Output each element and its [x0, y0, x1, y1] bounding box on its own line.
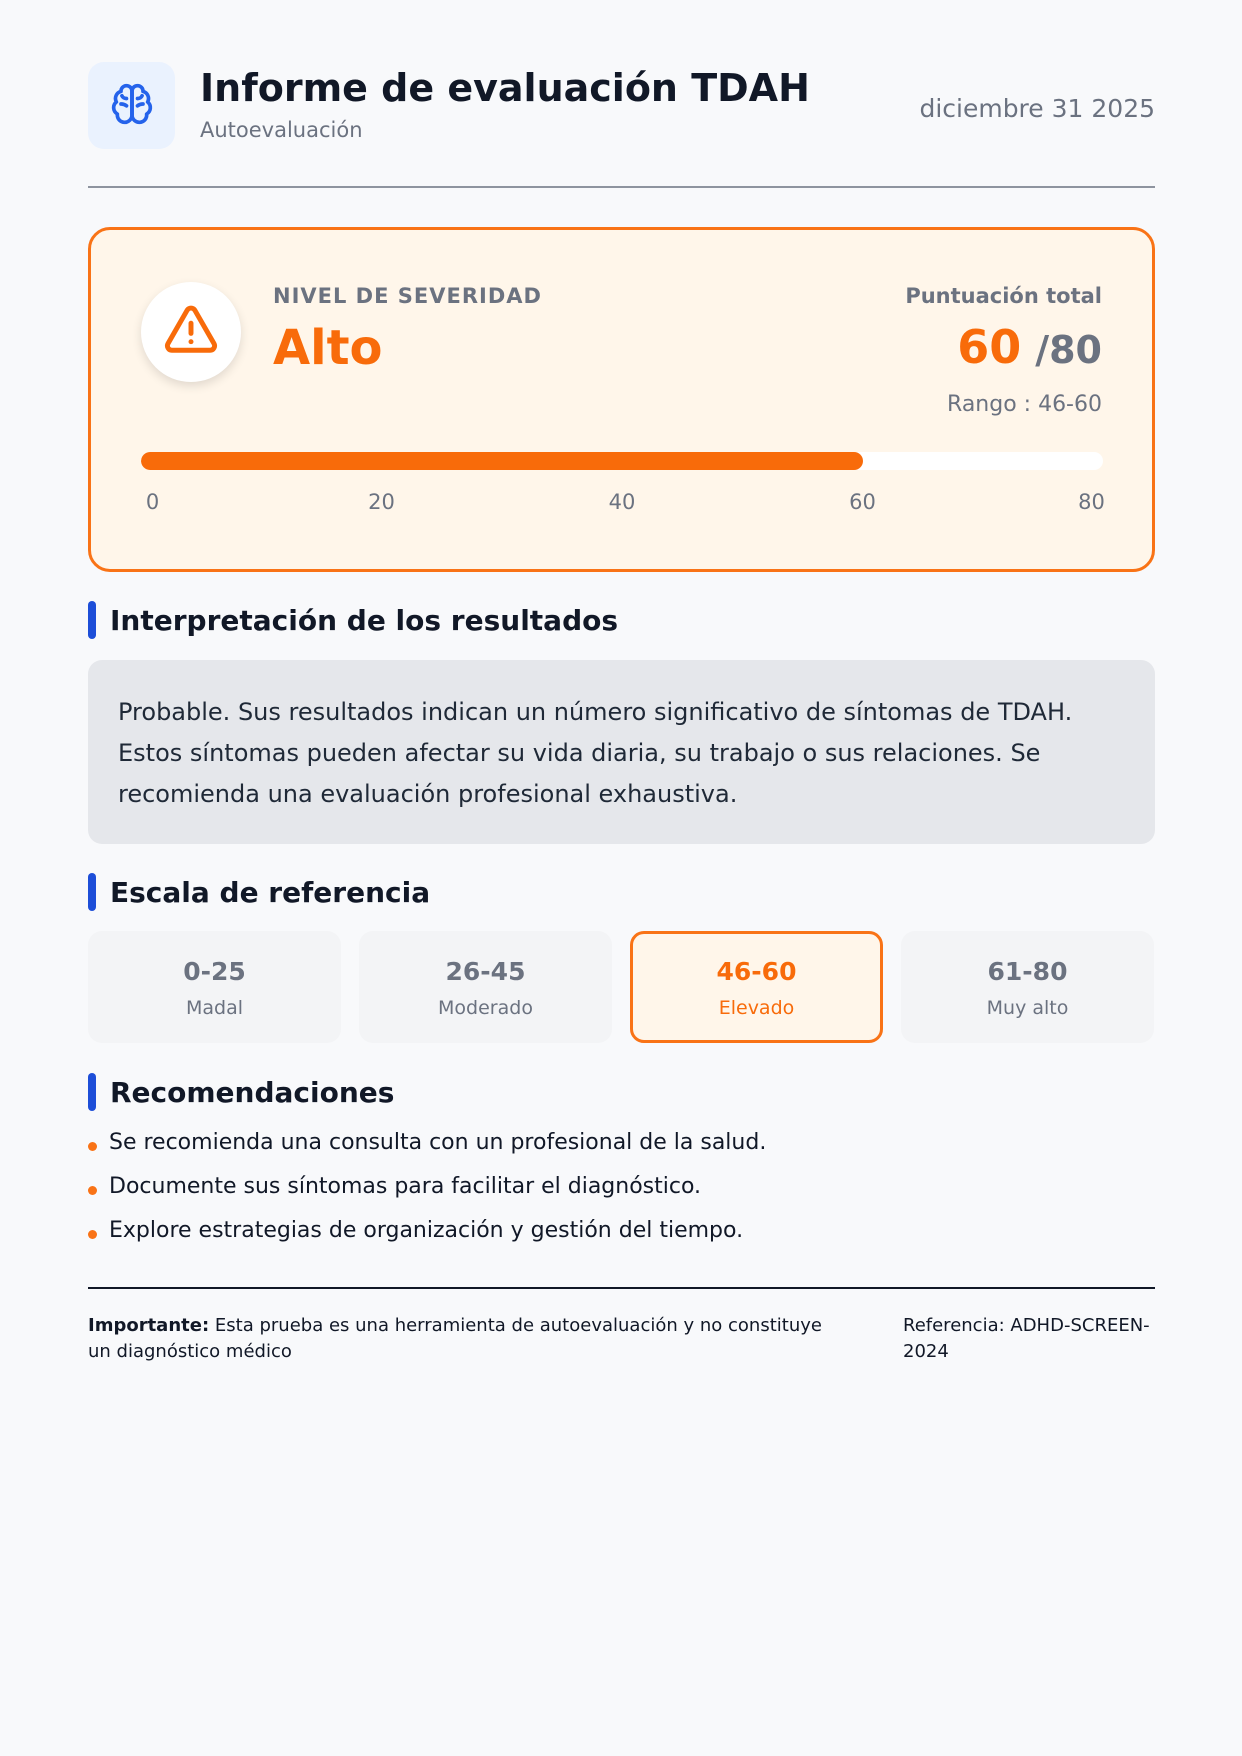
heading-accent-bar — [88, 873, 96, 911]
header-divider — [88, 186, 1155, 188]
score-label: Puntuación total — [905, 284, 1102, 308]
disclaimer — [88, 1313, 848, 1365]
scale-tick-label: 20 — [368, 490, 395, 514]
recommendation-item — [88, 1174, 1155, 1218]
recommendation-text: Se recomienda una consulta con un profesional de la salud. — [109, 1130, 767, 1155]
disclaimer-label: Importante: — [88, 1315, 210, 1336]
report-date: diciembre 31 2025 — [919, 94, 1155, 123]
recommendations-heading — [88, 1072, 394, 1112]
scale-heading — [88, 872, 430, 912]
page-subtitle: Autoevaluación — [200, 118, 363, 142]
scale-card — [630, 931, 883, 1043]
scale-card-label: Muy alto — [986, 997, 1069, 1019]
warning-badge — [141, 282, 241, 382]
interpretation-heading — [88, 600, 618, 640]
warning-icon — [164, 305, 218, 359]
reference-scale — [88, 931, 1155, 1043]
severity-level: Alto — [273, 320, 383, 376]
reference-code: Referencia: ADHD-SCREEN-2024 — [903, 1315, 1150, 1362]
interpretation-text: Probable. Sus resultados indican un número significativo de síntomas de TDAH. Estos síntomas pueden afectar su vida diaria, su trabajo o sus relaciones. Se recomienda una evaluación profesional exhaustiva. — [118, 698, 1073, 808]
heading-accent-bar — [88, 601, 96, 639]
score-display — [957, 320, 1102, 374]
score-value: 60 — [957, 320, 1022, 374]
scale-card-label: Moderado — [438, 997, 533, 1019]
recommendations-list — [88, 1130, 1155, 1262]
scale-tick-label: 60 — [849, 490, 876, 514]
score-max: /80 — [1035, 328, 1102, 372]
scale-tick-label: 0 — [145, 490, 160, 514]
report-header — [88, 62, 1155, 150]
scale-card-range: 0-25 — [183, 957, 246, 986]
disclaimer-text: Esta prueba es una herramienta de autoevaluación y no constituye un diagnóstico médico — [88, 1315, 822, 1362]
interpretation-heading-text: Interpretación de los resultados — [110, 603, 619, 637]
scale-heading-text: Escala de referencia — [110, 875, 431, 909]
scale-card — [901, 931, 1154, 1043]
bullet-icon — [88, 1230, 97, 1239]
bullet-icon — [88, 1142, 97, 1151]
recommendation-text: Documente sus síntomas para facilitar el diagnóstico. — [109, 1174, 702, 1199]
recommendations-heading-text: Recomendaciones — [110, 1075, 395, 1109]
recommendation-item — [88, 1130, 1155, 1174]
footer-divider — [88, 1287, 1155, 1289]
scale-tick-label: 40 — [608, 490, 636, 514]
scale-card-range: 26-45 — [445, 957, 526, 986]
scale-card-label: Madal — [185, 997, 244, 1019]
bullet-icon — [88, 1186, 97, 1195]
scale-card-range: 46-60 — [716, 957, 797, 986]
heading-accent-bar — [88, 1073, 96, 1111]
score-range: Rango : 46-60 — [947, 392, 1102, 417]
severity-card — [88, 227, 1155, 572]
brain-icon — [110, 82, 154, 130]
score-progress-fill — [141, 452, 863, 470]
scale-card-label: Elevado — [718, 997, 795, 1019]
scale-card — [88, 931, 341, 1043]
score-progress-track — [141, 452, 1103, 470]
page-title: Informe de evaluación TDAH — [200, 66, 810, 110]
recommendation-text: Explore estrategias de organización y gestión del tiempo. — [109, 1218, 744, 1243]
severity-label: NIVEL DE SEVERIDAD — [273, 284, 542, 308]
interpretation-box — [88, 660, 1155, 844]
score-scale-ticks — [141, 490, 1103, 520]
scale-tick-label: 80 — [1078, 490, 1105, 514]
logo — [88, 62, 175, 149]
recommendation-item — [88, 1218, 1155, 1262]
scale-card-range: 61-80 — [987, 957, 1068, 986]
scale-card — [359, 931, 612, 1043]
